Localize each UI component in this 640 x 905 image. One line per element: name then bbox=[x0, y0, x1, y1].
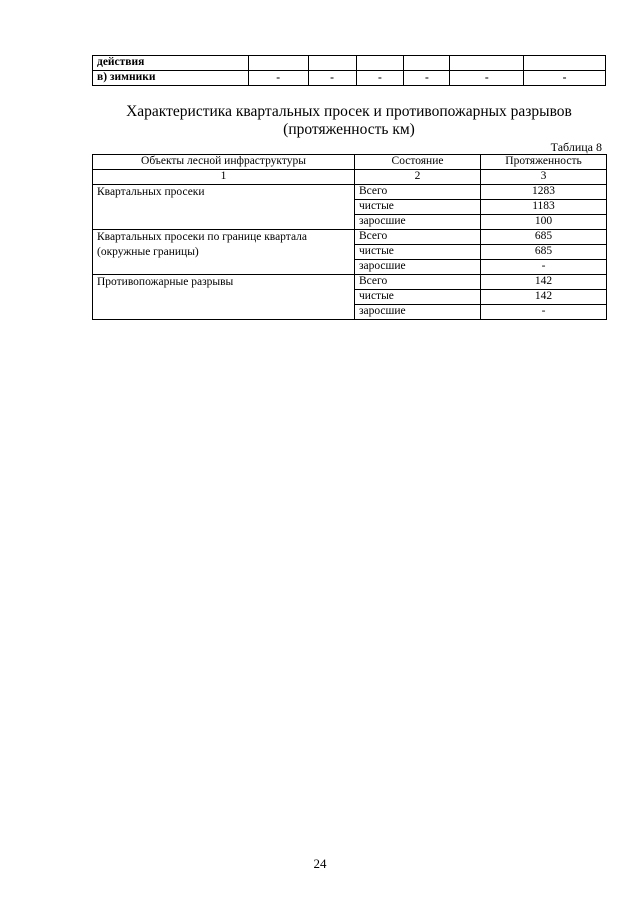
column-number: 2 bbox=[355, 170, 481, 185]
table-cell bbox=[356, 56, 404, 71]
state-cell: заросшие bbox=[355, 260, 481, 275]
table-row bbox=[93, 185, 607, 200]
column-header: Протяженность bbox=[481, 155, 607, 170]
column-number: 1 bbox=[93, 170, 355, 185]
infrastructure-table bbox=[92, 154, 607, 320]
table-row bbox=[93, 71, 606, 86]
table-cell bbox=[308, 56, 356, 71]
length-cell: 685 bbox=[481, 245, 607, 260]
table-cell bbox=[404, 56, 450, 71]
state-cell: Всего bbox=[355, 185, 481, 200]
length-cell: 100 bbox=[481, 215, 607, 230]
column-number: 3 bbox=[481, 170, 607, 185]
state-cell: чистые bbox=[355, 200, 481, 215]
table-cell: - bbox=[248, 71, 308, 86]
object-name: Квартальных просеки по границе квартала (окружные границы) bbox=[93, 230, 355, 275]
section-title: Характеристика квартальных просек и противопожарных разрывов bbox=[126, 103, 572, 120]
header-row bbox=[93, 155, 607, 170]
table-row bbox=[93, 56, 606, 71]
length-cell: - bbox=[481, 260, 607, 275]
column-header: Объекты лесной инфраструктуры bbox=[93, 155, 355, 170]
table-row bbox=[93, 275, 607, 290]
row-label: в) зимники bbox=[93, 71, 249, 86]
table-label: Таблица 8 bbox=[550, 140, 602, 154]
table-cell: - bbox=[356, 71, 404, 86]
page-number: 24 bbox=[313, 856, 327, 871]
length-cell: 1283 bbox=[481, 185, 607, 200]
state-cell: чистые bbox=[355, 245, 481, 260]
table-cell: - bbox=[404, 71, 450, 86]
table-cell: - bbox=[524, 71, 606, 86]
state-cell: заросшие bbox=[355, 305, 481, 320]
object-name: Квартальных просеки bbox=[93, 185, 355, 230]
object-name: Противопожарные разрывы bbox=[93, 275, 355, 320]
table-cell bbox=[450, 56, 524, 71]
section-subtitle: (протяженность км) bbox=[283, 121, 415, 138]
column-number-row bbox=[93, 170, 607, 185]
state-cell: чистые bbox=[355, 290, 481, 305]
length-cell: 1183 bbox=[481, 200, 607, 215]
row-label: действия bbox=[93, 56, 249, 71]
top-table-fragment bbox=[92, 55, 606, 86]
table-cell bbox=[248, 56, 308, 71]
length-cell: 142 bbox=[481, 290, 607, 305]
table-cell bbox=[524, 56, 606, 71]
table-row bbox=[93, 230, 607, 245]
length-cell: - bbox=[481, 305, 607, 320]
table-cell: - bbox=[450, 71, 524, 86]
length-cell: 685 bbox=[481, 230, 607, 245]
state-cell: Всего bbox=[355, 230, 481, 245]
table-cell: - bbox=[308, 71, 356, 86]
state-cell: Всего bbox=[355, 275, 481, 290]
state-cell: заросшие bbox=[355, 215, 481, 230]
length-cell: 142 bbox=[481, 275, 607, 290]
column-header: Состояние bbox=[355, 155, 481, 170]
